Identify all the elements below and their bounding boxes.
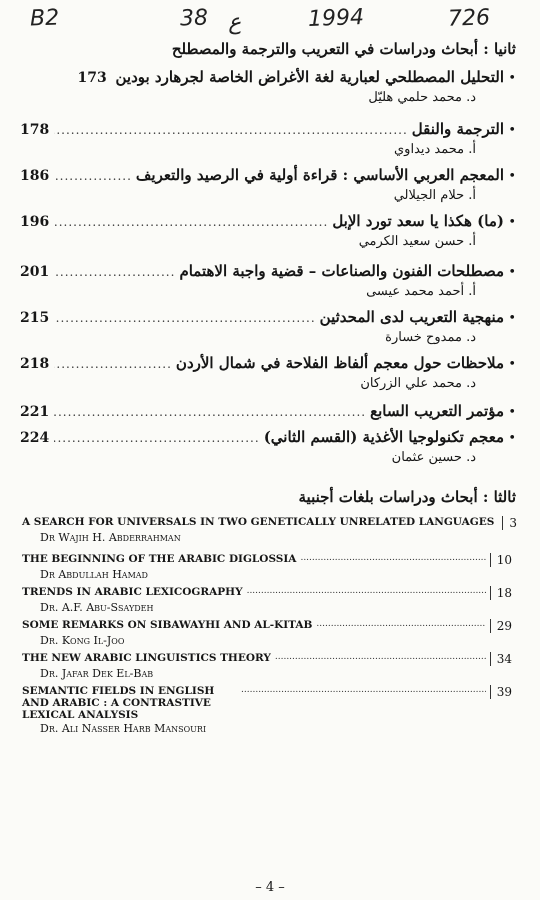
bullet-icon: • <box>508 71 516 86</box>
toc-entry <box>22 685 512 735</box>
toc-entry-title: ملاحظات حول معجم ألفاظ الفلاحة في شمال الأردن <box>175 354 504 372</box>
leader-dots <box>316 619 485 629</box>
toc-entry-author: Dr Wajih H. Abderrahman <box>40 531 181 544</box>
handwritten-code: B2 <box>29 5 60 32</box>
toc-entry <box>22 619 512 649</box>
toc-entry-author: Dr. Jafar Dek El-Bab <box>40 667 154 680</box>
toc-entry-title: A SEARCH FOR UNIVERSALS IN TWO GENETICALLY UNRELATED LANGUAGES <box>22 516 495 528</box>
toc-entry <box>20 262 516 308</box>
toc-entry-page: 178 <box>20 122 50 138</box>
toc-entry-page: 3 <box>502 516 517 530</box>
leader-dots <box>54 431 260 445</box>
leader-dots <box>54 405 366 419</box>
leader-dots <box>54 357 172 371</box>
toc-entry-title: (ما) هكذا يا سعد تورد الإبل <box>332 212 504 230</box>
toc-entry-author: أ. أحمد محمد عيسى <box>366 284 476 299</box>
toc-entry-title: مؤتمر التعريب السابع <box>370 402 504 420</box>
handwritten-letter: ع <box>227 9 242 36</box>
handwritten-number: 38 <box>179 5 209 32</box>
toc-entry-page: 215 <box>20 310 50 326</box>
toc-entry-author: د. محمد حلمي هليّل <box>368 90 476 105</box>
leader-dots <box>247 586 486 596</box>
toc-entry-page: 34 <box>490 652 512 666</box>
toc-entry-page: 29 <box>490 619 512 633</box>
leader-dots <box>54 265 175 279</box>
toc-entry-page: 221 <box>20 404 50 420</box>
toc-entry <box>22 553 512 583</box>
bullet-icon: • <box>508 123 516 138</box>
toc-entry <box>22 586 512 616</box>
toc-entry-title: المعجم العربي الأساسي : قراءة أولية في الرصيد والتعريف <box>135 166 504 184</box>
leader-dots <box>275 652 486 662</box>
toc-entry-title: THE NEW ARABIC LINGUISTICS THEORY <box>22 652 271 664</box>
toc-entry-author: د. حسين عثمان <box>391 450 476 465</box>
bullet-icon: • <box>508 215 516 230</box>
leader-dots <box>54 311 316 325</box>
bullet-icon: • <box>508 431 516 446</box>
toc-entry-author: أ. حلام الجيلالي <box>393 188 476 203</box>
leader-dots <box>54 123 408 137</box>
toc-entry-title: THE BEGINNING OF THE ARABIC DIGLOSSIA <box>22 553 297 565</box>
toc-entry-title: التحليل المصطلحي لعبارية لغة الأغراض الخاصة لجرهارد بودين <box>115 68 504 86</box>
toc-entry-title: الترجمة والنقل <box>411 120 504 138</box>
handwritten-reference: 726 <box>447 5 491 32</box>
toc-entry-page: 218 <box>20 356 50 372</box>
toc-entry-author: أ. حسن سعيد الكرمي <box>358 234 476 249</box>
bullet-icon: • <box>508 265 516 280</box>
toc-entry-title: SEMANTIC FIELDS IN ENGLISH AND ARABIC : A CONTRASTIVE LEXICAL ANALYSIS <box>22 685 215 721</box>
toc-entry-author: Dr. A.F. Abu-Ssaydeh <box>40 601 154 614</box>
toc-entry-author: أ. محمد ديداوي <box>394 142 476 157</box>
toc-entry <box>20 166 516 212</box>
toc-entry-author: Dr. Ali Nasser Harb Mansouri <box>40 722 207 735</box>
toc-entry <box>20 354 516 402</box>
arabic-toc-list <box>20 68 516 472</box>
leader-dots <box>300 553 485 563</box>
toc-entry-title: منهجية التعريب لدى المحدثين <box>319 308 504 326</box>
toc-entry-page: 224 <box>20 430 50 446</box>
toc-entry <box>20 308 516 354</box>
toc-entry <box>22 652 512 682</box>
toc-entry-author: د. محمد علي الزركان <box>360 376 476 391</box>
toc-entry-page: 186 <box>20 168 50 184</box>
toc-entry-page: 196 <box>20 214 50 230</box>
foreign-section-heading: ثالثا : أبحاث ودراسات بلغات أجنبية <box>298 488 516 506</box>
arabic-section-heading: ثانيا : أبحاث ودراسات في التعريب والترجمة والمصطلح <box>171 40 516 58</box>
toc-entry-page: 39 <box>490 685 512 699</box>
handwritten-year: 1994 <box>307 5 365 32</box>
bullet-icon: • <box>508 405 516 420</box>
toc-entry <box>20 212 516 262</box>
toc-entry <box>22 516 517 550</box>
page-number: – 4 – <box>255 880 285 895</box>
toc-entry-title: SOME REMARKS ON SIBAWAYHI AND AL-KITAB <box>22 619 313 631</box>
toc-entry-author: د. ممدوح خسارة <box>385 330 476 345</box>
leader-dots <box>241 685 486 695</box>
bullet-icon: • <box>508 311 516 326</box>
bullet-icon: • <box>508 357 516 372</box>
leader-dots <box>54 169 132 183</box>
toc-entry-title: معجم تكنولوجيا الأغذية (القسم الثاني) <box>263 428 504 446</box>
toc-entry <box>20 428 516 472</box>
toc-entry-page: 173 <box>77 70 107 86</box>
bullet-icon: • <box>508 169 516 184</box>
leader-dots <box>54 215 328 229</box>
toc-entry <box>20 68 516 120</box>
english-toc-list <box>22 516 517 735</box>
toc-entry <box>20 402 516 428</box>
toc-entry-page: 10 <box>490 553 512 567</box>
toc-entry-author: Dr. Kong Il-Joo <box>40 634 125 647</box>
toc-entry-page: 18 <box>490 586 512 600</box>
toc-entry-author: Dr Abdullah Hamad <box>40 568 148 581</box>
toc-entry-page: 201 <box>20 264 50 280</box>
toc-entry-title: مصطلحات الفنون والصناعات – قضية واجبة الاهتمام <box>179 262 504 280</box>
toc-entry-title: TRENDS IN ARABIC LEXICOGRAPHY <box>22 586 243 598</box>
toc-entry <box>20 120 516 166</box>
